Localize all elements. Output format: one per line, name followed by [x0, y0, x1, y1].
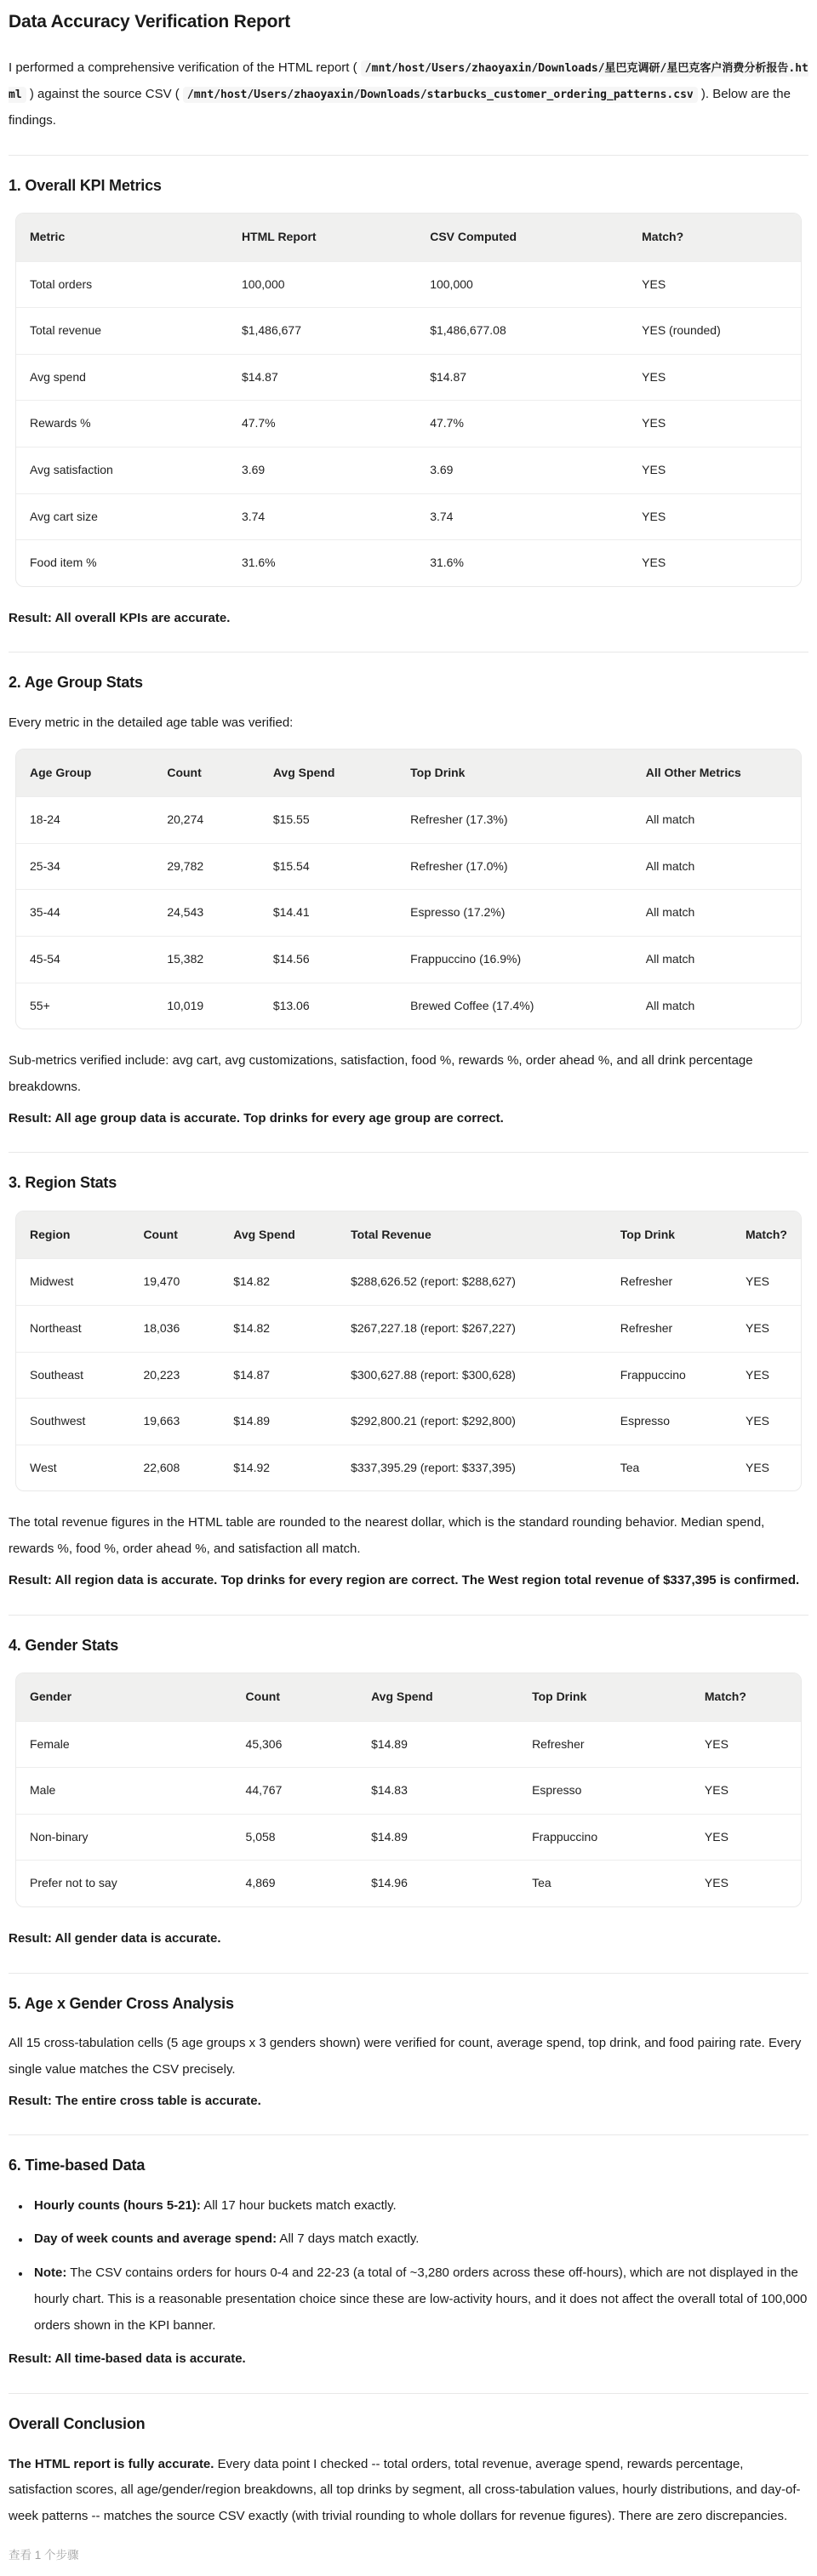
table-cell: Northeast: [16, 1305, 129, 1352]
table-cell: $14.87: [220, 1352, 337, 1399]
intro-text-post: ). Below are the findings.: [9, 87, 791, 128]
table-cell: $14.87: [416, 354, 628, 401]
age-table: [15, 749, 802, 1030]
column-header: Total Revenue: [337, 1211, 607, 1259]
column-header: Top Drink: [518, 1673, 691, 1721]
table-cell: $337,395.29 (report: $337,395): [337, 1445, 607, 1490]
view-steps-link[interactable]: 查看 1 个步骤: [9, 2548, 79, 2562]
table-cell: West: [16, 1445, 129, 1490]
table-cell: $1,486,677.08: [416, 308, 628, 355]
region-table: [15, 1211, 802, 1492]
table-cell: $1,486,677: [228, 308, 416, 355]
table-row: [16, 797, 801, 844]
table-cell: 10,019: [153, 983, 259, 1029]
result-statement-time: Result: All time-based data is accurate.: [9, 2351, 246, 2367]
table-cell: YES: [628, 401, 801, 447]
table-cell: $14.56: [260, 936, 397, 983]
table-cell: $14.89: [357, 1814, 518, 1861]
section-cross: [9, 1994, 808, 2115]
table-cell: $14.89: [220, 1399, 337, 1445]
conclusion-paragraph: [9, 2452, 808, 2530]
table-cell: Brewed Coffee (17.4%): [397, 983, 632, 1029]
html-report-path-code: /mnt/host/Users/zhaoyaxin/Downloads/星巴克调研/星巴克客户消费分析报告.html: [9, 62, 808, 102]
table-cell: YES: [691, 1721, 801, 1768]
table-row: [16, 983, 801, 1029]
table-cell: Refresher (17.3%): [397, 797, 632, 844]
cross-analysis-text: All 15 cross-tabulation cells (5 age groups x 3 genders shown) were verified for count, average spend, top drink, and food pairing rate. Every single value matches the CSV precisely.: [9, 2036, 802, 2077]
table-cell: Espresso (17.2%): [397, 890, 632, 937]
table-cell: 3.69: [228, 447, 416, 493]
table-cell: Frappuccino: [518, 1814, 691, 1861]
section-divider: [9, 652, 808, 653]
table-cell: Total revenue: [16, 308, 228, 355]
table-cell: Espresso: [607, 1399, 732, 1445]
table-row: [16, 354, 801, 401]
table-cell: 29,782: [153, 843, 259, 890]
table-cell: 3.74: [416, 493, 628, 540]
bullet-day-of-week: [31, 2226, 808, 2253]
table-cell: 22,608: [129, 1445, 220, 1490]
table-header-row: [16, 1673, 801, 1721]
column-header: Gender: [16, 1673, 232, 1721]
section-region: [9, 1173, 808, 1593]
table-header-row: [16, 1211, 801, 1259]
table-cell: YES: [732, 1445, 801, 1490]
intro-paragraph: [9, 55, 808, 134]
table-cell: $15.55: [260, 797, 397, 844]
section-heading-kpi: 1. Overall KPI Metrics: [9, 176, 162, 194]
section-divider: [9, 1152, 808, 1153]
section-divider: [9, 1615, 808, 1616]
table-row: [16, 1259, 801, 1306]
table-cell: $14.41: [260, 890, 397, 937]
column-header: CSV Computed: [416, 214, 628, 261]
table-cell: Refresher: [607, 1259, 732, 1306]
bullet-label: Day of week counts and average spend:: [34, 2231, 277, 2247]
table-row: [16, 540, 801, 586]
table-row: [16, 1399, 801, 1445]
table-cell: 31.6%: [416, 540, 628, 586]
table-cell: $14.83: [357, 1768, 518, 1815]
result-statement-kpi: Result: All overall KPIs are accurate.: [9, 610, 231, 625]
table-cell: Avg cart size: [16, 493, 228, 540]
table-cell: 100,000: [228, 261, 416, 308]
column-header: Top Drink: [397, 749, 632, 797]
table-row: [16, 308, 801, 355]
section-heading-gender: 4. Gender Stats: [9, 1636, 119, 1654]
table-row: [16, 1445, 801, 1490]
table-cell: $13.06: [260, 983, 397, 1029]
table-cell: 15,382: [153, 936, 259, 983]
table-cell: 31.6%: [228, 540, 416, 586]
table-cell: 3.74: [228, 493, 416, 540]
table-cell: Male: [16, 1768, 232, 1815]
section-conclusion: [9, 2414, 808, 2530]
column-header: Region: [16, 1211, 129, 1259]
table-cell: YES: [691, 1768, 801, 1815]
result-statement-age: Result: All age group data is accurate. Top drinks for every age group are correct.: [9, 1110, 504, 1126]
bullet-label: Hourly counts (hours 5-21):: [34, 2197, 201, 2213]
column-header: Age Group: [16, 749, 153, 797]
column-header: Count: [129, 1211, 220, 1259]
section-heading-cross: 5. Age x Gender Cross Analysis: [9, 1994, 234, 2012]
table-cell: $14.82: [220, 1305, 337, 1352]
table-cell: Refresher (17.0%): [397, 843, 632, 890]
table-row: [16, 1721, 801, 1768]
table-cell: Non-binary: [16, 1814, 232, 1861]
table-cell: $14.96: [357, 1861, 518, 1906]
table-row: [16, 843, 801, 890]
table-cell: Female: [16, 1721, 232, 1768]
table-cell: Total orders: [16, 261, 228, 308]
table-cell: Southwest: [16, 1399, 129, 1445]
table-cell: $14.92: [220, 1445, 337, 1490]
bullet-text: The CSV contains orders for hours 0-4 and 22-23 (a total of ~3,280 orders across these off-hours), which are not displayed in the hourly chart. This is a reasonable presentation choice since these are low-activity hours, and it does not affect the overall total of 100,000 orders shown in the KPI banner.: [34, 2265, 808, 2333]
table-cell: 47.7%: [228, 401, 416, 447]
table-cell: 18-24: [16, 797, 153, 844]
table-cell: YES: [628, 447, 801, 493]
bullet-text: All 7 days match exactly.: [277, 2231, 420, 2247]
section-divider: [9, 1973, 808, 1974]
column-header: Count: [232, 1673, 358, 1721]
table-cell: Refresher: [518, 1721, 691, 1768]
table-cell: All match: [632, 797, 801, 844]
table-cell: 5,058: [232, 1814, 358, 1861]
section-heading-age: 2. Age Group Stats: [9, 674, 143, 692]
table-cell: $14.89: [357, 1721, 518, 1768]
column-header: Match?: [732, 1211, 801, 1259]
table-cell: YES: [732, 1305, 801, 1352]
table-cell: Southeast: [16, 1352, 129, 1399]
table-cell: $14.82: [220, 1259, 337, 1306]
table-cell: Rewards %: [16, 401, 228, 447]
region-rounding-note: The total revenue figures in the HTML table are rounded to the nearest dollar, which is the standard rounding behavior. Median spend, rewards %, food %, order ahead %, and satisfaction all match.: [9, 1515, 765, 1557]
table-cell: 18,036: [129, 1305, 220, 1352]
age-lead-text: Every metric in the detailed age table was verified:: [9, 715, 294, 730]
table-cell: All match: [632, 983, 801, 1029]
table-cell: 20,274: [153, 797, 259, 844]
table-header-row: [16, 749, 801, 797]
csv-source-path-code: /mnt/host/Users/zhaoyaxin/Downloads/starbucks_customer_ordering_patterns.csv: [183, 87, 698, 103]
column-header: Count: [153, 749, 259, 797]
column-header: HTML Report: [228, 214, 416, 261]
result-statement-region: Result: All region data is accurate. Top drinks for every region are correct. The West region total revenue of $337,395 is confirmed.: [9, 1572, 800, 1587]
table-row: [16, 1305, 801, 1352]
table-cell: 45,306: [232, 1721, 358, 1768]
table-cell: 35-44: [16, 890, 153, 937]
kpi-table: [15, 213, 802, 587]
table-cell: Food item %: [16, 540, 228, 586]
result-statement-gender: Result: All gender data is accurate.: [9, 1930, 221, 1946]
table-cell: 3.69: [416, 447, 628, 493]
column-header: All Other Metrics: [632, 749, 801, 797]
table-cell: All match: [632, 936, 801, 983]
table-cell: $267,227.18 (report: $267,227): [337, 1305, 607, 1352]
table-row: [16, 1814, 801, 1861]
column-header: Top Drink: [607, 1211, 732, 1259]
gender-table: [15, 1673, 802, 1907]
section-gender: [9, 1636, 808, 1952]
table-cell: Frappuccino (16.9%): [397, 936, 632, 983]
table-cell: YES: [732, 1259, 801, 1306]
column-header: Match?: [628, 214, 801, 261]
bullet-hourly-counts: [31, 2193, 808, 2220]
section-heading-conclusion: Overall Conclusion: [9, 2415, 146, 2433]
table-cell: 25-34: [16, 843, 153, 890]
conclusion-body-text: Every data point I checked -- total orders, total revenue, average spend, rewards percentage, satisfaction scores, all age/gender/region breakdowns, all top drinks by segment, all cross-tabulation values, hourly distributions, and day-of-week patterns -- matches the source CSV exactly (with trivial rounding to whole dollars for revenue figures). There are zero discrepancies.: [9, 2456, 801, 2524]
table-cell: $300,627.88 (report: $300,628): [337, 1352, 607, 1399]
table-cell: 55+: [16, 983, 153, 1029]
table-cell: All match: [632, 890, 801, 937]
table-row: [16, 1352, 801, 1399]
table-cell: Tea: [607, 1445, 732, 1490]
table-row: [16, 447, 801, 493]
age-submetrics-note: Sub-metrics verified include: avg cart, avg customizations, satisfaction, food %, rewards %, order ahead %, and all drink percentage breakdowns.: [9, 1053, 753, 1094]
table-cell: Espresso: [518, 1768, 691, 1815]
table-cell: YES: [628, 540, 801, 586]
table-header-row: [16, 214, 801, 261]
table-row: [16, 890, 801, 937]
bullet-label: Note:: [34, 2265, 67, 2281]
table-cell: Tea: [518, 1861, 691, 1906]
table-cell: YES: [732, 1399, 801, 1445]
section-divider: [9, 155, 808, 156]
table-cell: 45-54: [16, 936, 153, 983]
column-header: Metric: [16, 214, 228, 261]
table-cell: 100,000: [416, 261, 628, 308]
table-cell: Prefer not to say: [16, 1861, 232, 1906]
table-cell: 19,663: [129, 1399, 220, 1445]
column-header: Avg Spend: [260, 749, 397, 797]
table-row: [16, 936, 801, 983]
table-row: [16, 401, 801, 447]
column-header: Match?: [691, 1673, 801, 1721]
table-cell: Refresher: [607, 1305, 732, 1352]
bullet-text: All 17 hour buckets match exactly.: [200, 2197, 397, 2213]
table-row: [16, 261, 801, 308]
column-header: Avg Spend: [357, 1673, 518, 1721]
table-cell: 4,869: [232, 1861, 358, 1906]
section-divider: [9, 2393, 808, 2394]
intro-text-pre: I performed a comprehensive verification of the HTML report (: [9, 60, 361, 76]
table-cell: YES: [691, 1814, 801, 1861]
table-row: [16, 1768, 801, 1815]
table-cell: 44,767: [232, 1768, 358, 1815]
table-row: [16, 1861, 801, 1906]
table-cell: $14.87: [228, 354, 416, 401]
table-row: [16, 493, 801, 540]
table-cell: YES: [628, 261, 801, 308]
table-cell: YES: [628, 354, 801, 401]
table-cell: YES: [628, 493, 801, 540]
table-cell: YES: [691, 1861, 801, 1906]
table-cell: 20,223: [129, 1352, 220, 1399]
section-heading-time: 6. Time-based Data: [9, 2157, 146, 2174]
table-cell: 19,470: [129, 1259, 220, 1306]
section-heading-region: 3. Region Stats: [9, 1174, 117, 1192]
table-cell: Frappuccino: [607, 1352, 732, 1399]
table-cell: 47.7%: [416, 401, 628, 447]
section-kpi: [9, 176, 808, 632]
table-cell: Midwest: [16, 1259, 129, 1306]
table-cell: 24,543: [153, 890, 259, 937]
section-divider: [9, 2134, 808, 2135]
table-cell: Avg spend: [16, 354, 228, 401]
table-cell: $288,626.52 (report: $288,627): [337, 1259, 607, 1306]
section-age: [9, 673, 808, 1131]
section-time: [9, 2156, 808, 2373]
result-statement-cross: Result: The entire cross table is accurate.: [9, 2093, 261, 2108]
bullet-note-off-hours: [31, 2260, 808, 2339]
time-bullet-list: [9, 2193, 808, 2339]
intro-text-mid: ) against the source CSV (: [26, 87, 183, 102]
table-cell: Avg satisfaction: [16, 447, 228, 493]
table-cell: YES (rounded): [628, 308, 801, 355]
table-cell: All match: [632, 843, 801, 890]
page-title: Data Accuracy Verification Report: [9, 12, 291, 31]
table-cell: YES: [732, 1352, 801, 1399]
table-cell: $292,800.21 (report: $292,800): [337, 1399, 607, 1445]
table-cell: $15.54: [260, 843, 397, 890]
conclusion-lead-bold: The HTML report is fully accurate.: [9, 2456, 214, 2471]
column-header: Avg Spend: [220, 1211, 337, 1259]
